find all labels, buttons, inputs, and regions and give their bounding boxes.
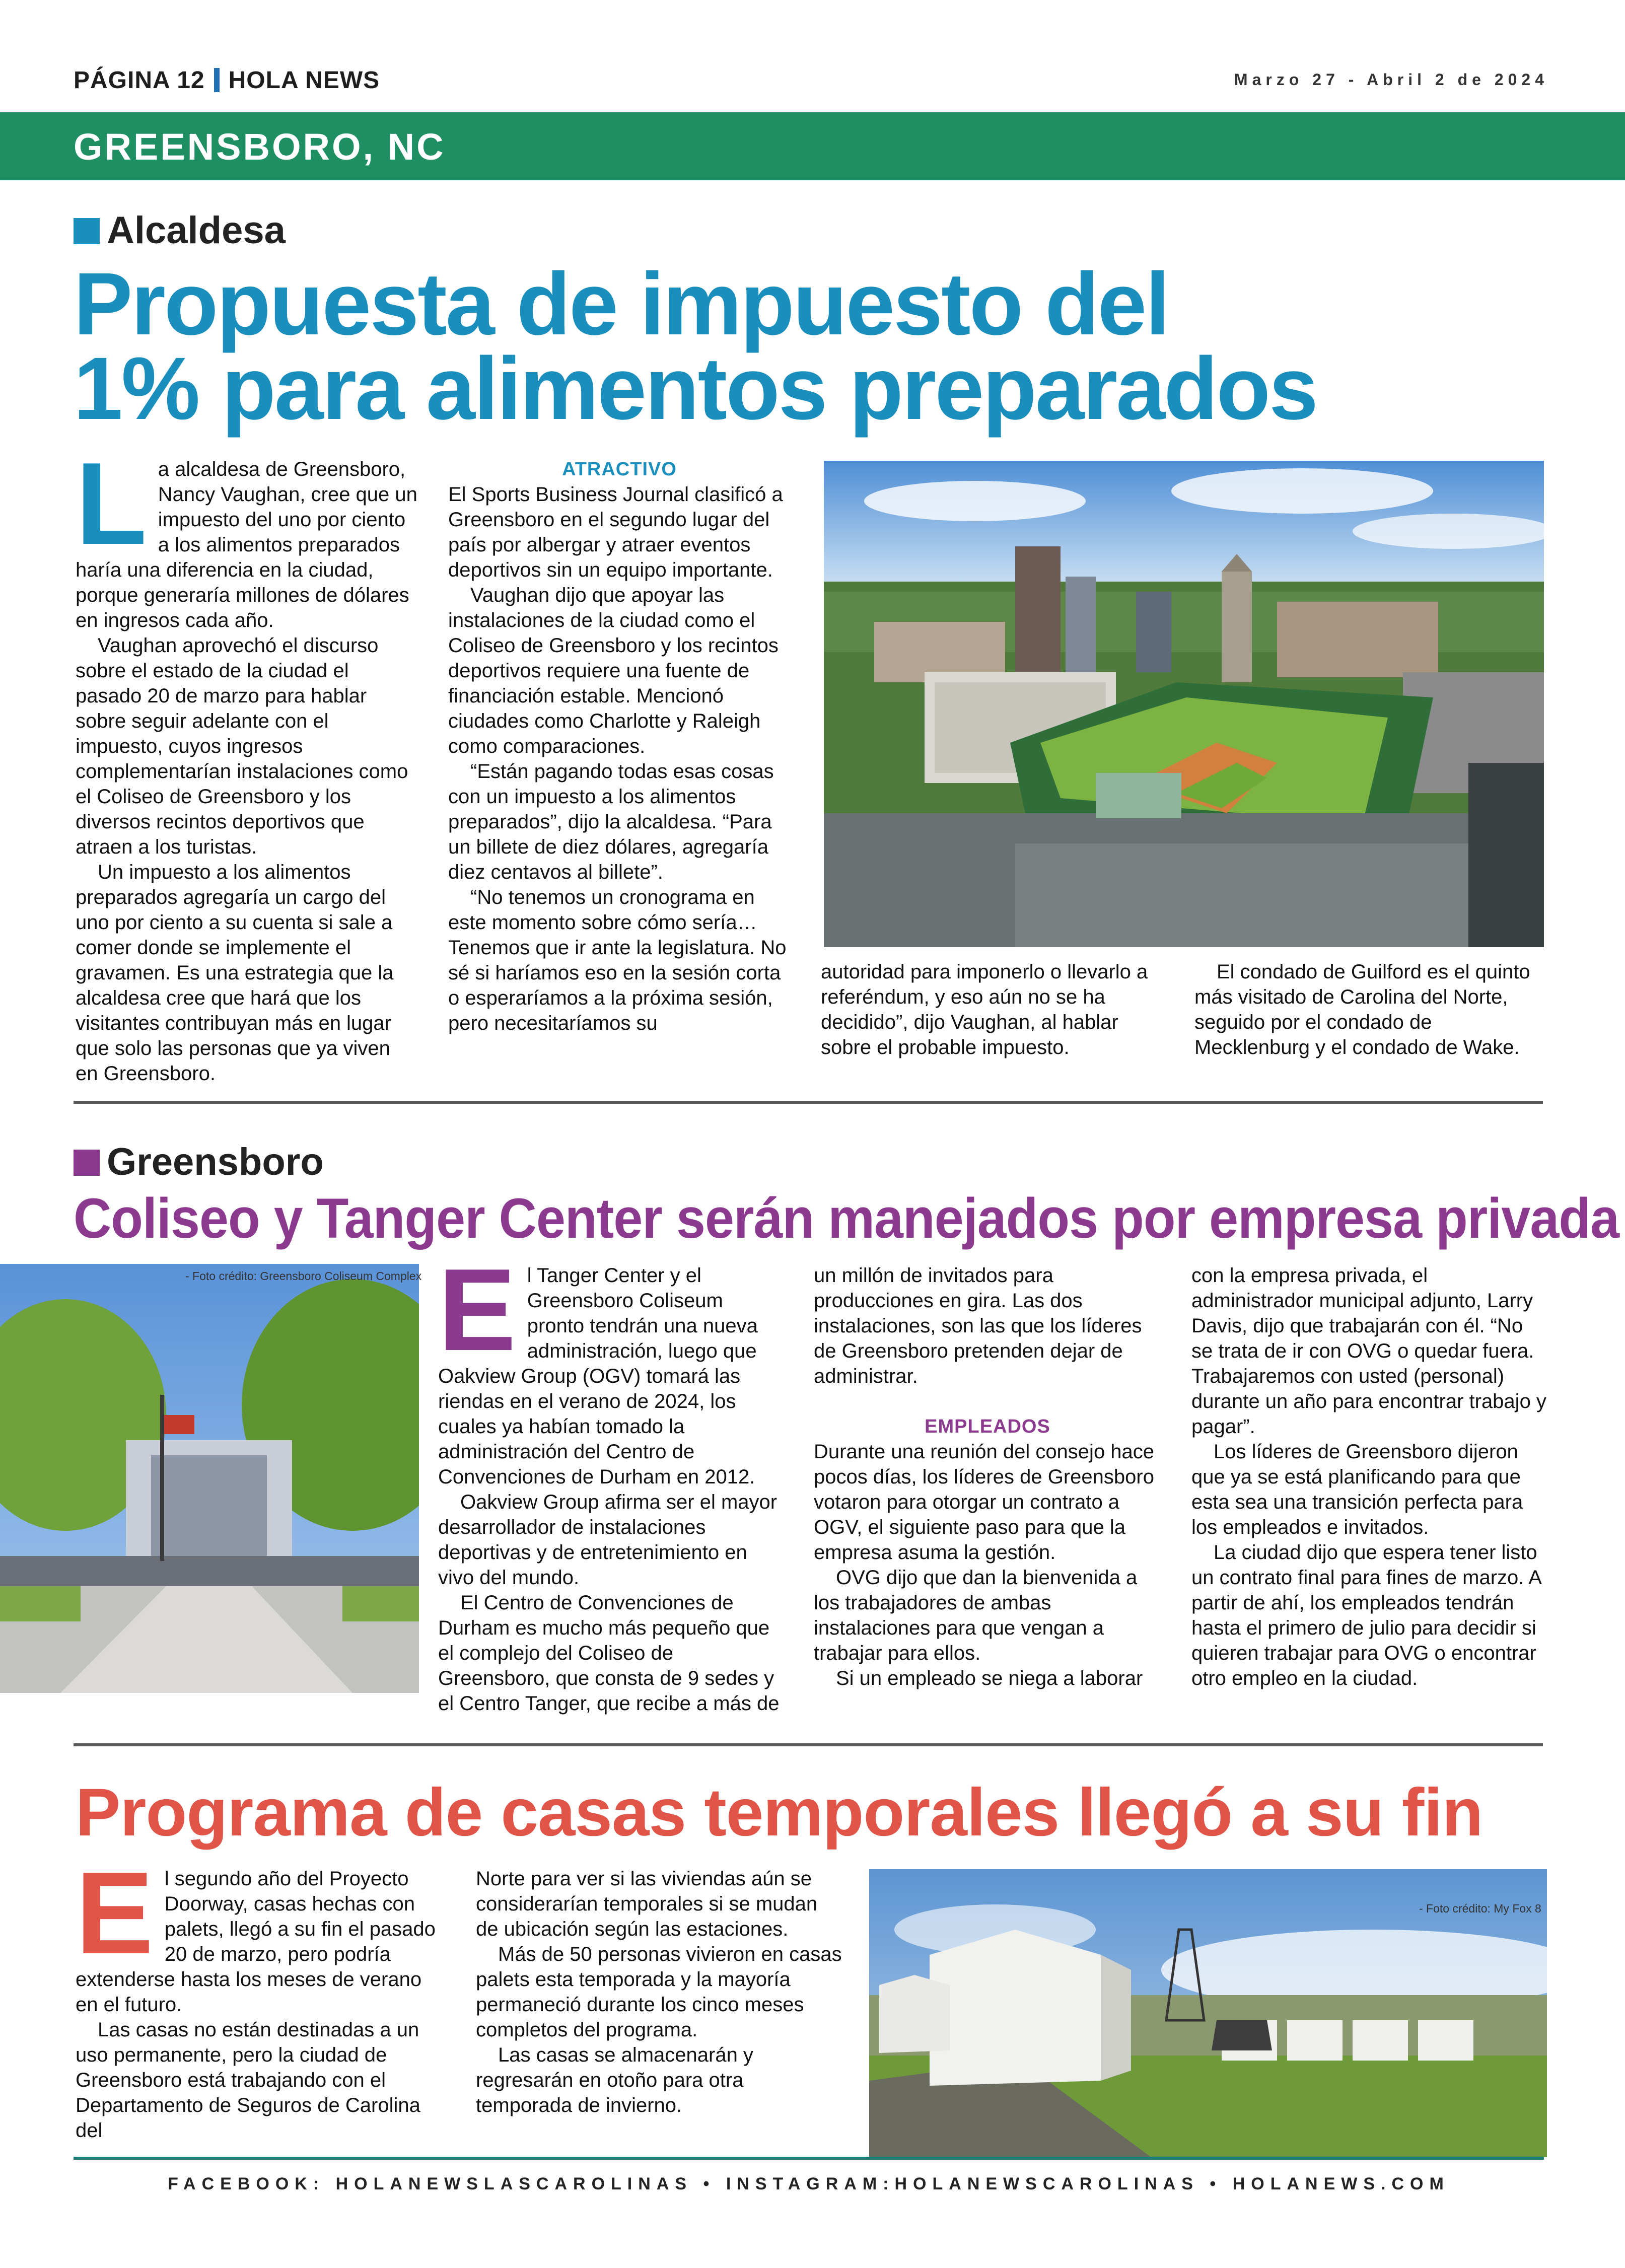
paragraph: La ciudad dijo que espera tener listo un contrato final para fines de marzo. A partir de ahí, los empleados tendrán hasta el primero de julio para decidir si quieren trabajar para OVG o encontrar otro empleo en la ciudad. <box>1191 1541 1541 1689</box>
article1-headline-line2: 1% para alimentos preparados <box>74 339 1317 438</box>
drop-cap: E <box>438 1245 516 1375</box>
page-header <box>74 66 380 94</box>
photo-credit: - Foto crédito: My Fox 8 <box>1419 1902 1541 1915</box>
photo-credit: - Foto crédito: Greensboro Coliseum Complex <box>185 1269 422 1283</box>
section-band <box>0 112 1625 180</box>
article2-col3 <box>1191 1263 1547 1691</box>
paragraph: a alcaldesa de Greensboro, Nancy Vaughan, cree que un impuesto del uno por ciento a los alimentos preparados haría una diferencia en la ciudad, porque generaría millones de dólares en ingresos cada año. <box>76 458 417 631</box>
publication-name: HOLA NEWS <box>228 67 380 94</box>
article1-kicker-text: Alcaldesa <box>107 209 286 252</box>
article2-kicker-text: Greensboro <box>107 1141 324 1183</box>
footer-social-links: FACEBOOK: HOLANEWSLASCAROLINAS • INSTAGRAM:HOLANEWSCAROLINAS • HOLANEWS.COM <box>168 2174 1450 2193</box>
kicker-square-icon <box>74 218 100 244</box>
article1-headline-line1: Propuesta de impuesto del <box>74 255 1169 353</box>
article3-col2 <box>476 1866 843 2118</box>
section-title: GREENSBORO, NC <box>74 126 446 168</box>
paragraph: Vaughan aprovechó el discurso sobre el estado de la ciudad el pasado 20 de marzo para hablar sobre seguir adelante con el impuesto, cuyos ingresos complementarían instalaciones como el Coliseo de Greensboro y los diversos recintos deportivos que atraen a los turistas. <box>76 634 408 858</box>
paragraph: El Sports Business Journal clasificó a Greensboro en el segundo lugar del país por albergar y atraer eventos deportivos sin un equipo importante. <box>448 483 783 581</box>
paragraph: El condado de Guilford es el quinto más visitado de Carolina del Norte, seguido por el condado de Mecklenburg y el condado de Wake. <box>1194 961 1530 1058</box>
article1-kicker <box>74 208 286 252</box>
paragraph: Las casas no están destinadas a un uso permanente, pero la ciudad de Greensboro está trabajando con el Departamento de Seguros de Carolina del <box>76 2019 420 2142</box>
paragraph: Las casas se almacenarán y regresarán en otoño para otra temporada de invierno. <box>476 2044 753 2116</box>
paragraph: Los líderes de Greensboro dijeron que ya se está planificando para que esta sea una transición perfecta para los empleados e invitados. <box>1191 1441 1523 1538</box>
section-divider <box>74 1743 1543 1746</box>
section-divider <box>74 1101 1543 1104</box>
article2-col1 <box>438 1245 786 1716</box>
coliseum-photo <box>0 1264 422 1693</box>
article1-col3 <box>821 959 1173 1060</box>
paragraph: Vaughan dijo que apoyar las instalaciones de la ciudad como el Coliseo de Greensboro y los recintos deportivos requiere una fuente de financiación estable. Mencionó ciudades como Charlotte y Raleigh como comparaciones. <box>448 584 779 757</box>
article1-col2 <box>448 457 791 1036</box>
article2-col2 <box>814 1263 1161 1691</box>
drop-cap: L <box>76 439 147 569</box>
paragraph: Oakview Group afirma ser el mayor desarrollador de instalaciones deportivas y de entretenimiento en vivo del mundo. <box>438 1491 778 1589</box>
article1-headline <box>74 255 1559 438</box>
subhead: EMPLEADOS <box>925 1416 1050 1437</box>
paragraph: Un impuesto a los alimentos preparados agregaría un cargo del uno por ciento a su cuenta si sale a comer donde se implemente el gravamen. Es una estrategia que la alcaldesa cree que hará que los visitantes contribuyan más en lugar que solo las personas que ya viven en Greensboro. <box>76 861 394 1085</box>
article1-col1 <box>76 439 418 1086</box>
paragraph: Si un empleado se niega a laborar <box>836 1667 1143 1689</box>
paragraph: “Están pagando todas esas cosas con un impuesto a los alimentos preparados”, dijo la alcaldesa. “Para un billete de diez dólares, agregaría diez centavos al billete”. <box>448 760 774 883</box>
subhead: ATRACTIVO <box>562 459 677 480</box>
article1-col4 <box>1194 959 1547 1060</box>
paragraph: OVG dijo que dan la bienvenida a los trabajadores de ambas instalaciones para que vengan a trabajar para ellos. <box>814 1567 1138 1664</box>
paragraph: “No tenemos un cronograma en este momento sobre cómo sería… Tenemos que ir ante la legislatura. No sé si haríamos eso en la sesión corta o esperaríamos a la próxima sesión, pero necesitaríamos su <box>448 886 787 1034</box>
drop-cap: E <box>76 1848 154 1978</box>
paragraph: un millón de invitados para producciones en gira. Las dos instalaciones, son las que los líderes de Greensboro pretenden dejar de administrar. <box>814 1264 1142 1387</box>
article2-kicker <box>74 1140 324 1184</box>
paragraph: l Tanger Center y el Greensboro Coliseum pronto tendrán una nueva administración, luego que Oakview Group (OGV) tomará las riendas en el verano de 2024, los cuales ya habían tomado la administración del Centro de Convenciones de Durham en 2012. <box>438 1264 758 1488</box>
footer-divider <box>74 2157 1544 2160</box>
header-divider <box>214 68 220 92</box>
page-number: PÁGINA 12 <box>74 67 205 94</box>
paragraph: Norte para ver si las viviendas aún se considerarían temporales si se mudan de ubicación según las estaciones. <box>476 1868 818 1940</box>
issue-date: Marzo 27 - Abril 2 de 2024 <box>1234 70 1548 89</box>
article2-headline: Coliseo y Tanger Center serán manejados por empresa privada <box>74 1187 1619 1250</box>
paragraph: El Centro de Convenciones de Durham es mucho más pequeño que el complejo del Coliseo de Greensboro, que consta de 9 sedes y el Centro Tanger, que recibe a más de <box>438 1592 780 1715</box>
paragraph: con la empresa privada, el administrador municipal adjunto, Larry Davis, dijo que trabajarán con él. “No se trata de ir con OVG o quedar fuera. Trabajaremos con usted (personal) durante un año para encontrar trabajo y pagar”. <box>1191 1264 1546 1438</box>
kicker-square-icon <box>74 1150 100 1176</box>
paragraph: Durante una reunión del consejo hace pocos días, los líderes de Greensboro votaron para otorgar un contrato a OGV, el siguiente paso para que la empresa asuma la gestión. <box>814 1441 1155 1564</box>
paragraph: l segundo año del Proyecto Doorway, casas hechas con palets, llegó a su fin el pasado 20 de marzo, pero podría extenderse hasta los meses de verano en el futuro. <box>76 1868 436 2016</box>
paragraph: Más de 50 personas vivieron en casas palets esta temporada y la mayoría permaneció durante los cinco meses completos del programa. <box>476 1943 842 2041</box>
stadium-aerial-photo <box>824 461 1544 947</box>
article3-col1 <box>76 1848 438 2143</box>
article3-headline: Programa de casas temporales llegó a su fin <box>76 1775 1483 1850</box>
paragraph: autoridad para imponerlo o llevarlo a referéndum, y eso aún no se ha decidido”, dijo Vaughan, al hablar sobre el probable impuesto. <box>821 961 1148 1058</box>
